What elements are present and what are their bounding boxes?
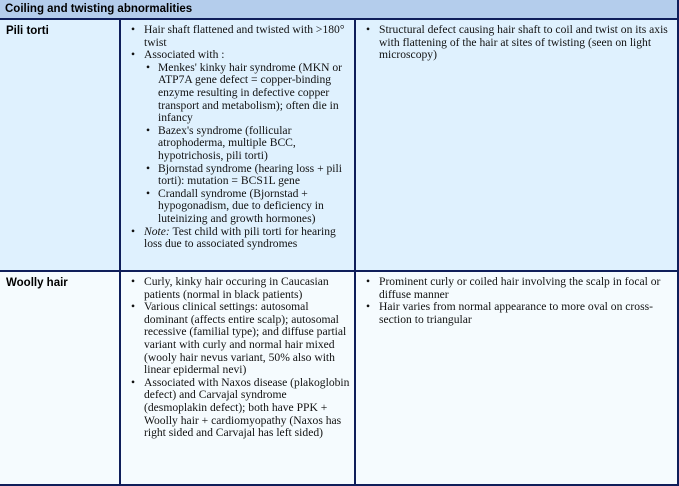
list-item-text: Associated with : [144,48,225,62]
list-item-note [129,226,350,251]
list-item: • Prominent curly or coiled hair involving the scalp in focal or diffuse manner [364,276,671,301]
condition-name: Pili torti [0,20,121,270]
list-item: • Various clinical settings: autosomal dominant (affects entire scalp); autosomal recessive (familial type); and diffuse partial variant with curly and normal hair mixed (wooly hair nevus variant, 50% also with linear epidermal nevi) [129,301,350,377]
clinical-features-list [129,24,350,251]
microscopy-list [364,24,671,62]
microscopy-cell [356,20,677,270]
list-item: • Hair varies from normal appearance to more oval on cross-section to triangular [364,301,671,326]
table-row-woolly-hair [0,272,677,484]
clinical-features-cell [121,272,356,484]
list-item: • Crandall syndrome (Bjornstad + hypogonadism, due to deficiency in luteinizing and growth hormones) [144,188,350,226]
condition-name: Woolly hair [0,272,121,484]
list-item: • Bazex's syndrome (follicular atrophoderma, multiple BCC, hypotrichosis, pili torti) [144,125,350,163]
note-label: Note: [144,224,170,238]
list-item [129,49,350,225]
clinical-features-cell [121,20,356,270]
associated-syndromes-list [144,62,350,226]
clinical-features-list [129,276,350,440]
list-item: • Structural defect causing hair shaft to coil and twist on its axis with flattening of the hair at sites of twisting (seen on light microscopy) [364,24,671,62]
table-row-pili-torti [0,20,677,272]
list-item: • Menkes' kinky hair syndrome (MKN or ATP7A gene defect = copper-binding enzyme resulting in defective copper transport and metabolism); often die in infancy [144,62,350,125]
microscopy-cell [356,272,677,484]
list-item: • Associated with Naxos disease (plakoglobin defect) and Carvajal syndrome (desmoplakin defect); both have PPK + Woolly hair + cardiomyopathy (Naxos has right sided and Carvajal has left sided) [129,377,350,440]
microscopy-list [364,276,671,326]
table-header: Coiling and twisting abnormalities [0,0,677,20]
list-item: • Bjornstad syndrome (hearing loss + pili torti): mutation = BCS1L gene [144,163,350,188]
note-text: Test child with pili torti for hearing loss due to associated syndromes [144,224,336,251]
list-item: • Curly, kinky hair occuring in Caucasian patients (normal in black patients) [129,276,350,301]
list-item: • Hair shaft flattened and twisted with >180° twist [129,24,350,49]
